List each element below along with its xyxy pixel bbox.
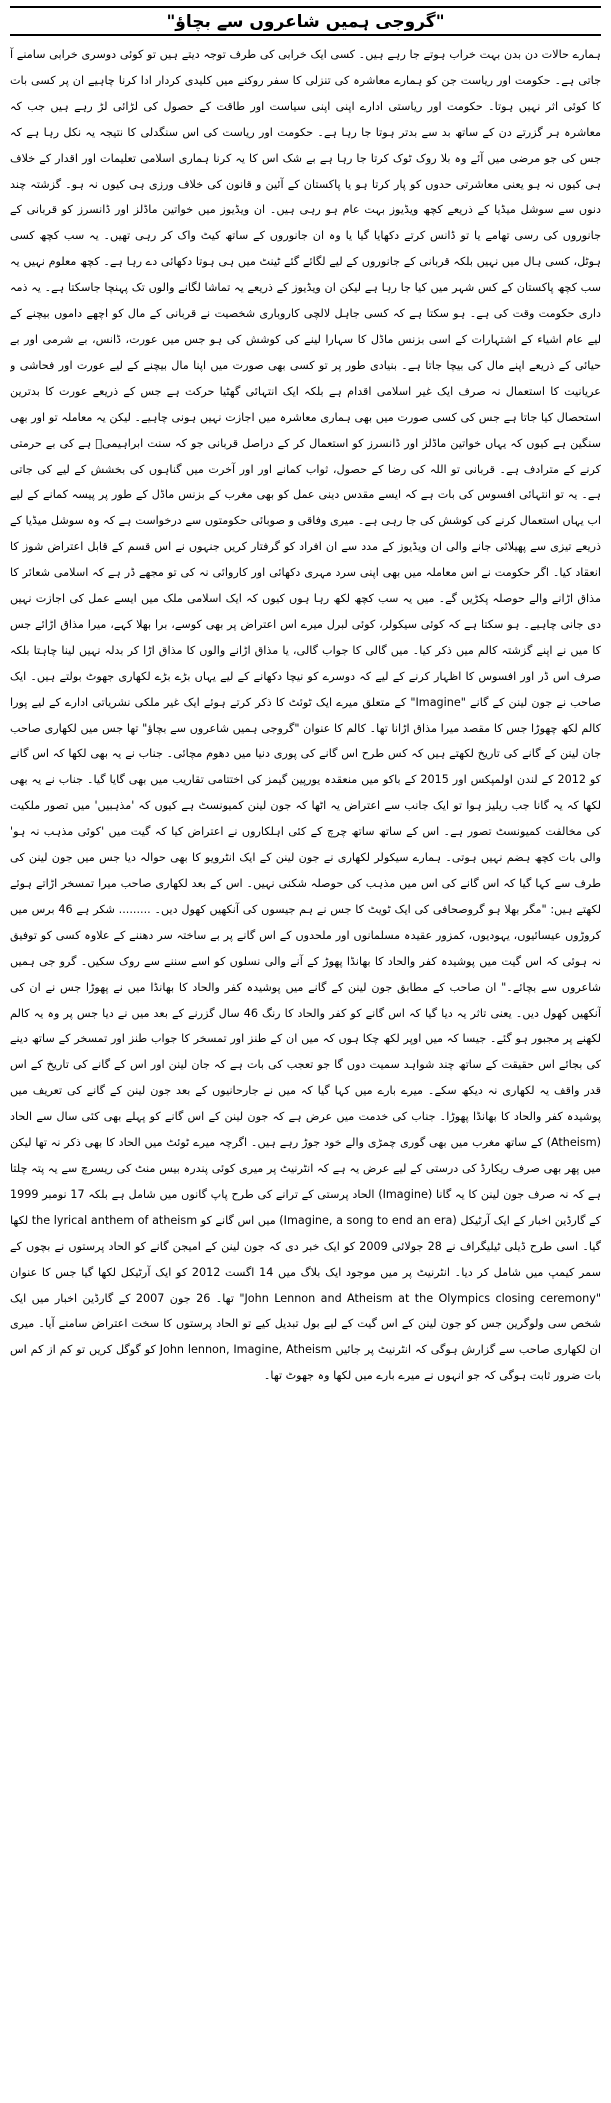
article-paragraph: ہمارے حالات دن بدن بہت خراب ہوتے جا رہے ہیں۔ کسی ایک خرابی کی طرف توجہ دیتے ہیں تو کوئی دوسری خرابی سامنے آ جاتی ہے۔ حکومت اور ریاست جن کو ہمارے معاشرہ کی تنزلی کا سفر روکنے میں کلیدی کردار ادا کرنا چاہیے ان پر کسی بات کا کوئی اثر نہیں ہوتا۔ حکومت اور ریاستی ادارے اپنی اپنی سیاست اور طاقت کے حصول کی لڑائی لڑ رہے ہیں جب کہ معاشرہ ہر گزرتے دن کے ساتھ بد سے بدتر ہوتا جا رہا ہے۔ حکومت اور ریاست کی اس سنگدلی کا نتیجہ یہ نکل رہا ہے کہ جس کی جو مرضی میں آئے وہ بلا روک ٹوک کرتا جا رہا ہے بے شک اس کا یہ کرنا ہماری اسلامی تعلیمات اور اقدار کے خلاف ہی کیوں نہ ہو یعنی معاشرتی حدوں کو پار کرتا ہو یا پاکستان کے آئین و قانون کی خلاف ورزی ہی کیوں نہ ہو۔ گزشتہ چند دنوں سے سوشل میڈیا کے ذریعے کچھ ویڈیوز بہت عام ہو رہی ہیں۔ ان ویڈیوز میں خواتین ماڈلز اور ڈانسرز کو قربانی کے جانوروں کی رسی تھامے یا تو ڈانس کرتے دکھایا گیا یا وہ ان جانوروں کے ساتھ کیٹ واک کر رہی تھیں۔ یہ سب کچھ کسی ہوٹل، کسی ہال میں نہیں بلکہ قربانی کے جانوروں کے لیے لگائے گئے ٹینٹ میں ہی ہوتا دکھائی دے رہا ہے۔ کچھ معلوم نہیں یہ سب کچھ پاکستان کے کس شہر میں کیا جا رہا ہے لیکن ان ویڈیوز کے ذریعے یہ تماشا لگانے والوں تک پہنچا جاسکتا ہے۔ یہ ذمہ داری حکومت وقت کی ہے۔ ہو سکتا ہے کہ کسی جاہل لالچی کاروباری شخصیت نے قربانی کے مال کو اچھے داموں بیچنے کے لیے عام اشیاء کے اشتہارات کے اسی بزنس ماڈل کا سہارا لینے کی کوشش کی ہو جس میں عورت، ڈانس، بے شرمی اور بے حیائی کے ذریعے اپنے مال کی بیچا جاتا ہے۔ بنیادی طور پر تو کسی بھی صورت میں اپنا مال بیچنے کے لیے عورت اور فحاشی و عریانیت کا استعمال نہ صرف ایک غیر اسلامی اقدام ہے بلکہ ایک انتہائی گھٹیا حرکت ہے جس کے ذریعے عورت کا بدترین استحصال کیا جاتا ہے جس کی کسی صورت میں بھی ہماری معاشرہ میں اجازت نہیں ہونی چاہیے۔ لیکن یہ معاملہ تو اور بھی سنگین ہے کیوں کہ یہاں خواتین ماڈلز اور ڈانسرز کو استعمال کر کے دراصل قربانی جو کہ سنت ابراہیمیؑ ہے کی بے حرمتی کرنے کے مترادف ہے۔ قربانی تو اللہ کی رضا کے حصول، ثواب کمانے اور اور آخرت میں گناہوں کی بخشش کے لیے کی جاتی ہے۔ یہ تو انتہائی افسوس کی بات ہے کہ ایسے مقدس دینی عمل کو بھی مغرب کے بزنس ماڈل کے طور پر پیسہ کمانے کے لیے اب یہاں استعمال کرنے کی کوشش کی جا رہی ہے۔ میری وفاقی و صوبائی حکومتوں سے درخواست ہے کہ وہ سوشل میڈیا کے ذریعے تیزی سے پھیلائی جانے والی ان ویڈیوز کے مدد سے ان افراد کو گرفتار کریں جنہوں نے اس قسم کے قابل اعتراض شوز کا انعقاد کیا۔ اگر حکومت نے اس معاملہ میں بھی اپنی سرد مہری دکھائی اور کاروائی نہ کی تو مجھے ڈر ہے کہ اسلامی شعائر کا مذاق اڑانے والے حوصلہ پکڑیں گے۔ میں یہ سب کچھ لکھ رہا ہوں کیوں کہ ایک اسلامی ملک میں ایسے عمل کی اجازت نہیں دی جانی چاہیے۔ ہو سکتا ہے کہ کوئی سیکولر، کوئی لبرل میرے اس اعتراض پر بھی کوسے، برا بھلا کہے، میرا مذاق اڑائے جس کا میں نے اپنے گزشتہ کالم میں ذکر کیا۔ میں گالی کا جواب گالی، یا مذاق اڑانے والوں کا مذاق اڑا کر بدلہ نہیں لینا چاہتا بلکہ صرف اس ڈر اور افسوس کا اظہار کرنے کے لیے کہ دوسرے کو نیچا دکھانے کے لیے یہاں بڑے بڑے لکھاری جھوٹ بولتے ہیں۔ ایک صاحب نے جون لینن کے گانے "Imagine" کے متعلق میرے ایک ٹوئٹ کا ذکر کرتے ہوئے ایک غیر ملکی نشریاتی ادارے کے لیے پورا کالم لکھ چھوڑا جس کا مقصد میرا مذاق اڑانا تھا۔ کالم کا عنوان "گروجی ہمیں شاعروں سے بچاؤ" تھا جس میں لکھاری صاحب جان لینن کے گانے کی تاریخ لکھتے ہیں کہ کس طرح اس گانے کی پوری دنیا میں دھوم مچائی۔ جناب نے یہ بھی لکھا کہ اس گانے کو 2012 کے لندن اولمپکس اور 2015 کے باکو میں منعقدہ یورپین گیمز کی اختتامی تقاریب میں بھی گایا گیا۔ جناب نے یہ بھی لکھا کہ یہ گانا جب ریلیز ہوا تو ایک جانب سے اعتراض یہ اٹھا کہ جون لینن کمیونسٹ ہے کیوں کہ 'مذہبیں' میں تصور ملکیت کی مخالفت کمیونسٹ تصور ہے۔ اس کے ساتھ ساتھ چرچ کے کئی اہلکاروں نے اعتراض کیا کہ گیت میں 'کوئی مذہب نہ ہو' والی بات کچھ ہضم نہیں ہوتی۔ ہمارے سیکولر لکھاری نے جون لینن کے ایک انٹرویو کا بھی حوالہ دیا جس میں جون لینن کی طرف سے کہا گیا کہ اس گانے کی اس میں مذہب کی حوصلہ شکنی نہیں۔ اس کے بعد لکھاری صاحب میرا تمسخر اڑاتے ہوئے لکھتے ہیں: "مگر بھلا ہو گروصحافی کی ایک ٹویٹ کا جس نے ہم جیسوں کی آنکھیں کھول دیں۔ ......... شکر ہے 46 برس میں کروڑوں عیسائیوں، یہودیوں، کمزور عقیدہ مسلمانوں اور ملحدوں کے اس گانے پر بے ساختہ سر دھننے کے علاوہ کسی کو توفیق نہ ہوئی کہ اس گیت میں پوشیدہ کفر والحاد کا بھانڈا پھوڑ کے آنے والی نسلوں کو اسے سننے سے روک سکیں۔ گرو جی ہمیں شاعروں سے بچائے۔" ان صاحب کے مطابق جون لینن کے گانے میں پوشیدہ کفر والحاد کا بھانڈا میں نے پھوڑا جس نے ان کی آنکھیں کھول دیں۔ یعنی تاثر یہ دیا گیا کہ اس گانے کو کفر والحاد کا رنگ 46 سال گزرنے کے بعد میں نے دیا جس پر وہ یہ کالم لکھنے پر مجبور ہو گئے۔ جیسا کہ میں اوپر لکھ چکا ہوں کہ میں ان کے طنز اور تمسخر کا جواب طنز اور تمسخر کے ساتھ دینے کی بجائے اس حقیقت کے ساتھ چند شواہد سمیت دوں گا جو تعجب کی بات ہے کہ جان لینن اور اس کے گانے کی تاریخ کے اس قدر واقف یہ لکھاری نہ دیکھ سکے۔ میرے بارے میں کہا گیا کہ میں نے جارحانیوں کے بعد جون لینن کے گانے کی تعریف میں پوشیدہ کفر والحاد کا بھانڈا پھوڑا۔ جناب کی خدمت میں عرض ہے کہ جون لینن کے اس گانے کو پہلے بھی کئی سال سے الحاد (Atheism) کے ساتھ مغرب میں بھی گوری چمڑی والے خود جوڑ رہے ہیں۔ اگرچہ میرے ٹوئٹ میں الحاد کا بھی ذکر نہ تھا لیکن میں پھر بھی صرف ریکارڈ کی درستی کے لیے عرض یہ ہے کہ انٹرنیٹ پر میری کوئی پندرہ بیس منٹ کی ریسرچ سے یہ پتہ چلتا ہے کہ نہ صرف جون لینن کا یہ گانا (Imagine) الحاد پرستی کے ترانے کی طرح پاپ گانوں میں شامل ہے بلکہ 17 نومبر 1999 کے گارڈین اخبار کے ایک آرٹیکل (Imagine, a song to end an era) میں اس گانے کو the lyrical anthem of atheism لکھا گیا۔ اسی طرح ڈیلی ٹیلیگراف نے 28 جولائی 2009 کو ایک خبر دی کہ جون لینن کے امیجن گانے کو الحاد پرستوں نے بچوں کے سمر کیمپ میں شامل کر دیا۔ انٹرنیٹ پر میں موجود ایک بلاگ میں 14 اگست 2012 کو ایک آرٹیکل لکھا گیا جس کا عنوان "John Lennon and Atheism at the Olympics closing ceremony" تھا۔ 26 جون 2007 کے گارڈین اخبار میں ایک شخص سی ولوگرین جس کو جون لینن کے اس گیت کے لیے بول تبدیل کیے تو الحاد پرستوں کا سخت اعتراض سامنے آیا۔ میری ان لکھاری صاحب سے گزارش ہوگی کہ انٹرنیٹ پر جائیں John lennon, Imagine, Atheism کو گوگل کریں تو کم از کم اس بات ضرور ثابت ہوگی کہ جو انہوں نے میرے بارے میں لکھا وہ جھوٹ تھا۔: [10, 48, 601, 1383]
article-body: [10, 42, 601, 2092]
article-headline: "گروجی ہمیں شاعروں سے بچاؤ": [166, 11, 445, 32]
headline-band: [10, 6, 601, 36]
